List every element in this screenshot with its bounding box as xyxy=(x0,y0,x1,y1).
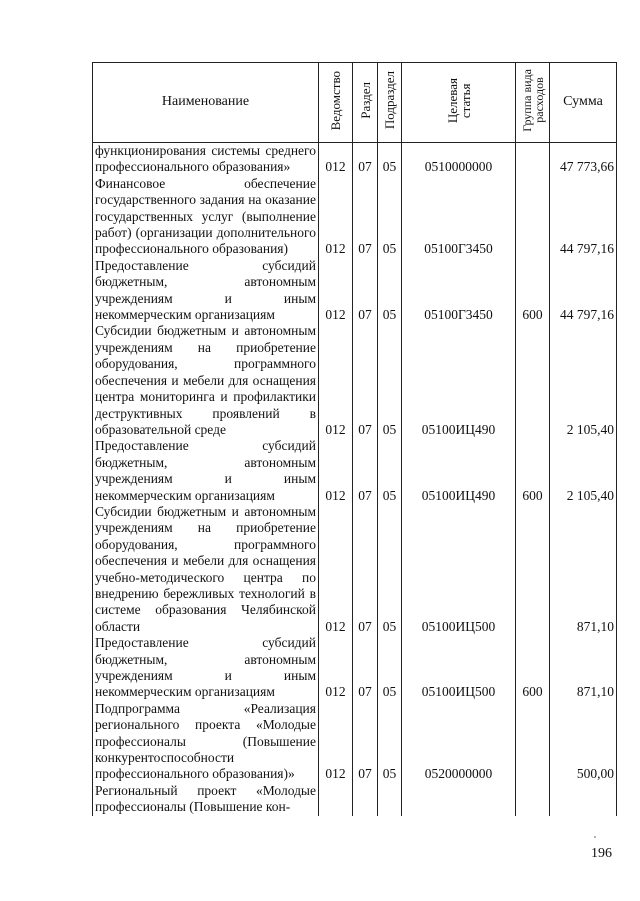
cell-name: Предоставление субсидий бюджетным, автономным учреждениям и иным некоммерческим организациям xyxy=(93,258,319,324)
cell-amount xyxy=(550,783,617,816)
cell-name: Субсидии бюджетным и автономным учреждениям на приобретение оборудования, программного обеспечения и мебели для оснащения учебно-методического центра по внедрению бережливых технологий в системе образования Челябинской области xyxy=(93,504,319,635)
cell-name: Предоставление субсидий бюджетным, автономным учреждениям и иным некоммерческим организациям xyxy=(93,438,319,504)
cell-amount: 871,10 xyxy=(550,504,617,635)
page-number: 196 xyxy=(591,846,612,861)
cell-target-article: 0510000000 xyxy=(402,143,516,176)
scan-speck xyxy=(594,836,596,838)
cell-subsection: 05 xyxy=(378,323,402,438)
cell-name: Субсидии бюджетным и автономным учреждениям на приобретение оборудования, программного обеспечения и мебели для оснащения центра мониторинга и профилактики деструктивных проявлений в образовательной среде xyxy=(93,323,319,438)
cell-expense-group xyxy=(516,176,550,258)
table-row xyxy=(93,635,617,701)
budget-table xyxy=(92,62,617,816)
table-row xyxy=(93,504,617,635)
cell-section: 07 xyxy=(353,143,378,176)
header-target-article: Целевая статья xyxy=(402,63,516,143)
cell-department: 012 xyxy=(319,143,353,176)
cell-target-article: 05100ИЦ490 xyxy=(402,438,516,504)
cell-department: 012 xyxy=(319,701,353,783)
table-header-row xyxy=(93,63,617,143)
cell-subsection: 05 xyxy=(378,701,402,783)
cell-expense-group xyxy=(516,323,550,438)
cell-target-article: 05100ИЦ500 xyxy=(402,635,516,701)
cell-expense-group xyxy=(516,504,550,635)
table-row xyxy=(93,323,617,438)
cell-subsection: 05 xyxy=(378,258,402,324)
cell-expense-group xyxy=(516,143,550,176)
cell-target-article: 05100Г3450 xyxy=(402,258,516,324)
cell-subsection: 05 xyxy=(378,504,402,635)
cell-department xyxy=(319,783,353,816)
cell-expense-group xyxy=(516,783,550,816)
table-row xyxy=(93,143,617,176)
cell-department: 012 xyxy=(319,504,353,635)
cell-subsection: 05 xyxy=(378,438,402,504)
header-name: Наименование xyxy=(93,63,319,143)
cell-target-article: 05100ИЦ490 xyxy=(402,323,516,438)
cell-subsection: 05 xyxy=(378,143,402,176)
cell-section xyxy=(353,783,378,816)
cell-target-article: 05100Г3450 xyxy=(402,176,516,258)
cell-expense-group xyxy=(516,701,550,783)
cell-subsection: 05 xyxy=(378,176,402,258)
cell-name: Региональный проект «Молодые профессионалы (Повышение кон- xyxy=(93,783,319,816)
cell-amount: 44 797,16 xyxy=(550,258,617,324)
cell-subsection: 05 xyxy=(378,635,402,701)
cell-expense-group: 600 xyxy=(516,438,550,504)
cell-amount: 2 105,40 xyxy=(550,438,617,504)
header-amount: Сумма xyxy=(550,63,617,143)
cell-target-article: 0520000000 xyxy=(402,701,516,783)
header-expense-group: Группа вида расходов xyxy=(516,63,550,143)
cell-section: 07 xyxy=(353,176,378,258)
cell-amount: 44 797,16 xyxy=(550,176,617,258)
cell-subsection xyxy=(378,783,402,816)
cell-expense-group: 600 xyxy=(516,258,550,324)
cell-department: 012 xyxy=(319,635,353,701)
cell-name: Подпрограмма «Реализация регионального проекта «Молодые профессионалы (Повышение конкурентоспособности профессионального образования)» xyxy=(93,701,319,783)
table-row xyxy=(93,701,617,783)
cell-name: Предоставление субсидий бюджетным, автономным учреждениям и иным некоммерческим организациям xyxy=(93,635,319,701)
table-row xyxy=(93,176,617,258)
cell-amount: 2 105,40 xyxy=(550,323,617,438)
header-subsection: Подраздел xyxy=(378,63,402,143)
cell-amount: 47 773,66 xyxy=(550,143,617,176)
cell-name: функционирования системы среднего профессионального образования» xyxy=(93,143,319,176)
cell-target-article xyxy=(402,783,516,816)
cell-department: 012 xyxy=(319,438,353,504)
cell-section: 07 xyxy=(353,635,378,701)
cell-section: 07 xyxy=(353,438,378,504)
cell-section: 07 xyxy=(353,701,378,783)
cell-name: Финансовое обеспечение государственного задания на оказание государственных услуг (выполнение работ) (организации дополнительного профессионального образования) xyxy=(93,176,319,258)
cell-section: 07 xyxy=(353,504,378,635)
cell-amount: 500,00 xyxy=(550,701,617,783)
table-row xyxy=(93,783,617,816)
table-row xyxy=(93,438,617,504)
cell-expense-group: 600 xyxy=(516,635,550,701)
table-row xyxy=(93,258,617,324)
cell-target-article: 05100ИЦ500 xyxy=(402,504,516,635)
cell-section: 07 xyxy=(353,323,378,438)
cell-department: 012 xyxy=(319,176,353,258)
cell-department: 012 xyxy=(319,323,353,438)
header-department: Ведомство xyxy=(319,63,353,143)
cell-section: 07 xyxy=(353,258,378,324)
cell-amount: 871,10 xyxy=(550,635,617,701)
cell-department: 012 xyxy=(319,258,353,324)
header-section: Раздел xyxy=(353,63,378,143)
